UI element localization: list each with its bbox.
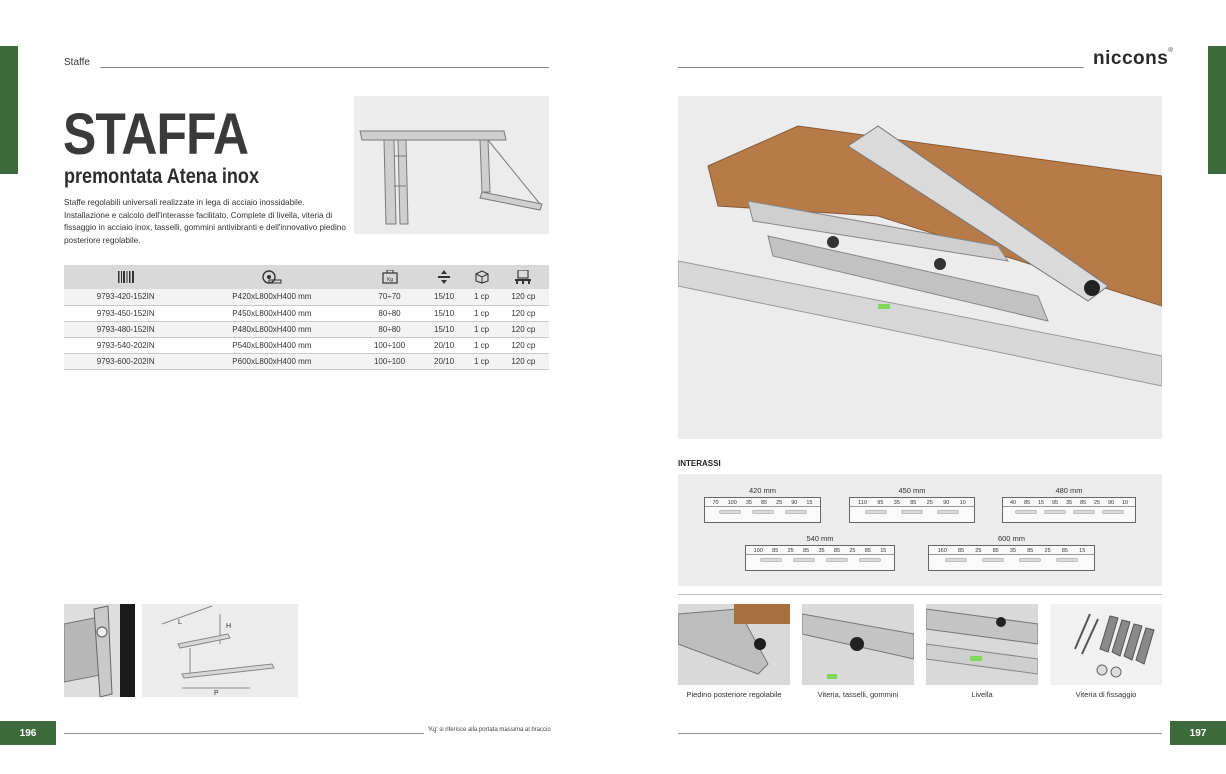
product-photo-small bbox=[354, 96, 549, 234]
thumbnail-photo bbox=[1050, 604, 1162, 685]
col-weight bbox=[356, 265, 422, 289]
diagram-label-l: L bbox=[178, 619, 182, 626]
diagram-label-p: P bbox=[214, 690, 219, 697]
interaxis-icon bbox=[438, 270, 450, 284]
col-interaxis bbox=[423, 265, 466, 289]
interassi-item: 420 mm 70 100 35 85 25 90 15 bbox=[704, 486, 821, 526]
table-row: 9793-480-152IN P480xL800xH400 mm 80÷80 15/10 1 cp 120 cp bbox=[64, 321, 549, 337]
svg-text:Kg: Kg bbox=[386, 277, 393, 283]
product-description: Staffe regolabili universali realizzate in lega di acciaio inossidabile. Installazione e calcolo dell'interasse facilitato. Complete di livella, viteria di fissaggio in acciaio inox, tasselli, gommini antivibranti e dell'innovativo piedino posteriore regolabile. bbox=[64, 198, 346, 245]
col-box bbox=[465, 265, 497, 289]
right-side-tab bbox=[1208, 46, 1226, 174]
header-rule-left bbox=[100, 67, 549, 68]
box-icon bbox=[475, 270, 489, 284]
section-divider bbox=[678, 594, 1162, 595]
interassi-item: 480 mm 40 85 15 95 35 85 25 90 10 bbox=[1002, 486, 1136, 526]
section-label: Staffe bbox=[64, 57, 90, 68]
product-subtitle: premontata Atena inox bbox=[64, 165, 260, 188]
header-rule-right bbox=[678, 67, 1084, 68]
brand-logo: niccons® bbox=[1093, 48, 1174, 69]
col-pallet bbox=[498, 265, 549, 289]
interassi-item: 450 mm 110 95 35 85 25 90 10 bbox=[849, 486, 975, 526]
dimension-diagram bbox=[142, 604, 298, 697]
page-number-right: 197 bbox=[1170, 721, 1226, 745]
diagram-label-h: H bbox=[226, 623, 232, 630]
tape-measure-icon bbox=[262, 270, 282, 284]
table-row: 9793-450-152IN P450xL800xH400 mm 80÷80 15/10 1 cp 120 cp bbox=[64, 305, 549, 321]
thumbnail-photo bbox=[678, 604, 790, 685]
interassi-label: INTERASSI bbox=[678, 459, 721, 468]
footer-rule-right bbox=[678, 733, 1162, 734]
product-photo-large bbox=[678, 96, 1162, 439]
pallet-icon bbox=[514, 270, 532, 284]
col-dimensions bbox=[187, 265, 356, 289]
interassi-item: 600 mm 160 85 25 85 35 85 25 85 15 bbox=[928, 534, 1095, 574]
thumbnail-photo bbox=[802, 604, 914, 685]
barcode-icon bbox=[118, 271, 134, 283]
col-barcode bbox=[64, 265, 187, 289]
thumbnail-caption: Livella bbox=[971, 690, 993, 699]
thumbnail-photo bbox=[926, 604, 1038, 685]
product-title: STAFFA bbox=[63, 102, 249, 167]
interassi-item: 540 mm 100 85 25 85 35 85 25 85 15 bbox=[745, 534, 895, 574]
thumbnail-caption: Viteria di fissaggio bbox=[1075, 690, 1137, 699]
thumbnail-caption: Piedino posteriore regolabile bbox=[686, 690, 782, 699]
page-number-left: 196 bbox=[0, 721, 56, 745]
footer-rule-left bbox=[64, 733, 424, 734]
table-row: 9793-600-202IN P600xL800xH400 mm 100÷100 20/10 1 cp 120 cp bbox=[64, 353, 549, 369]
detail-photo bbox=[64, 604, 135, 697]
thumbnail-caption: Viteria, tasselli, gommini bbox=[817, 690, 899, 699]
footnote: 'Kg' si riferisce alla portata massima al braccio bbox=[428, 727, 551, 733]
table-row: 9793-540-202IN P540xL800xH400 mm 100÷100 20/10 1 cp 120 cp bbox=[64, 337, 549, 353]
interassi-panel bbox=[678, 474, 1162, 586]
spec-table bbox=[64, 265, 549, 370]
weight-icon bbox=[382, 270, 398, 284]
table-row: 9793-420-152IN P420xL800xH400 mm 70÷70 15/10 1 cp 120 cp bbox=[64, 289, 549, 305]
left-side-tab bbox=[0, 46, 18, 174]
